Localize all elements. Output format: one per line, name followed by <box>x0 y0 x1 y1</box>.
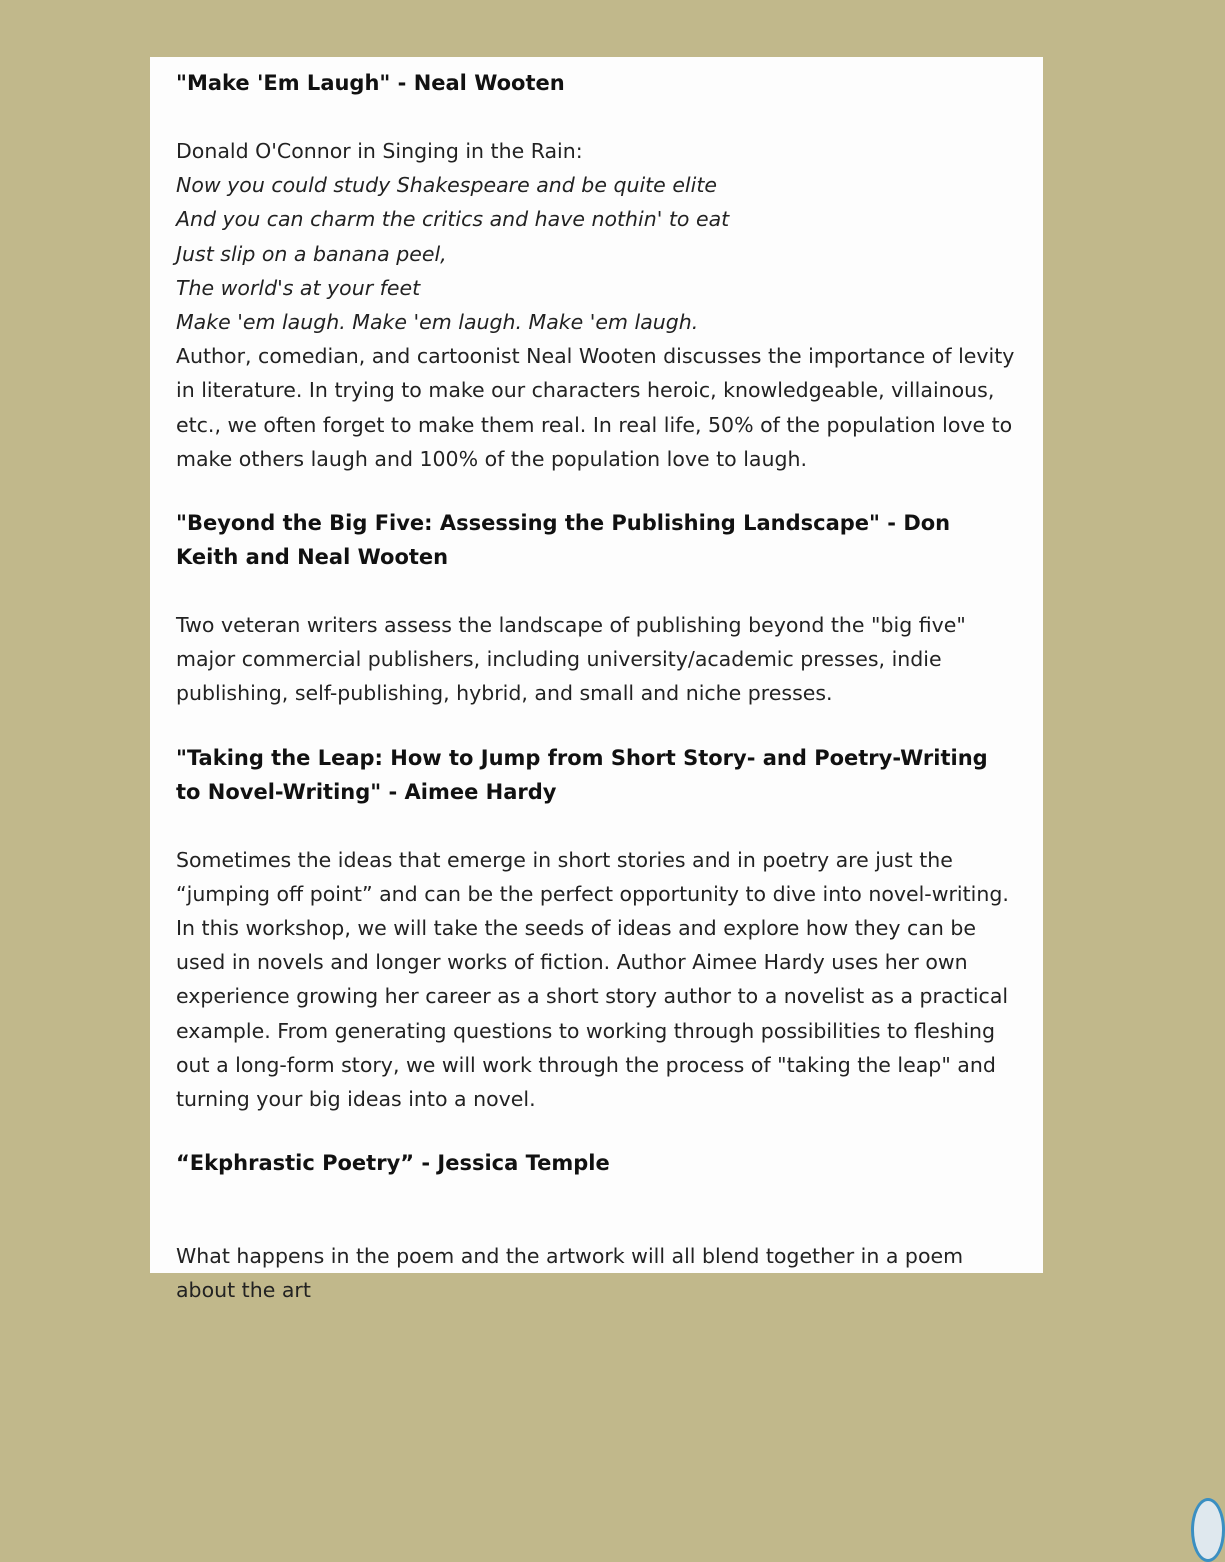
spacer <box>176 711 1015 741</box>
session-title: "Taking the Leap: How to Jump from Short Story- and Poetry-Writing to Novel-Writing" - Aimee Hardy <box>176 745 988 804</box>
verse-line: And you can charm the critics and have nothin' to eat <box>176 207 730 232</box>
session-taking-the-leap <box>176 741 1015 1117</box>
verse-line: Just slip on a banana peel, <box>176 241 447 266</box>
scroll-button[interactable] <box>1191 1498 1225 1562</box>
truncated-description <box>176 1244 1015 1302</box>
session-intro: Donald O'Connor in Singing in the Rain: <box>176 139 583 163</box>
session-title: "Beyond the Big Five: Assessing the Publishing Landscape" - Don Keith and Neal Wooten <box>176 511 951 570</box>
session-title: “Ekphrastic Poetry” - Jessica Temple <box>176 1151 610 1176</box>
spacer <box>176 809 1015 843</box>
verse-line: Now you could study Shakespeare and be quite elite <box>176 173 717 198</box>
spacer <box>176 100 1015 134</box>
spacer <box>176 574 1015 608</box>
session-title: "Make 'Em Laugh" - Neal Wooten <box>176 71 565 95</box>
spacer <box>176 1116 1015 1146</box>
session-make-em-laugh <box>176 66 1015 476</box>
content-panel <box>150 57 1043 1302</box>
session-beyond-big-five <box>176 506 1015 711</box>
verse-line: The world's at your feet <box>176 275 421 300</box>
session-description: What happens in the poem and the artwork will all blend together in a poem about the art <box>176 1244 964 1302</box>
session-ekphrastic-poetry <box>176 1146 1015 1180</box>
session-description: Author, comedian, and cartoonist Neal Wooten discusses the importance of levity in literature. In trying to make our characters heroic, knowledgeable, villainous, etc., we often forget to make them real. In real life, 50% of the population love to make others laugh and 100% of the population love to laugh. <box>176 344 1015 471</box>
verse-line: Make 'em laugh. Make 'em laugh. Make 'em laugh. <box>176 310 699 335</box>
session-description: Two veteran writers assess the landscape of publishing beyond the "big five" major commercial publishers, including university/academic presses, indie publishing, self-publishing, hybrid, and small and niche presses. <box>176 613 966 706</box>
session-description: Sometimes the ideas that emerge in short stories and in poetry are just the “jumping off point” and can be the perfect opportunity to dive into novel-writing. In this workshop, we will take the seeds of ideas and explore how they can be used in novels and longer works of fiction. Author Aimee Hardy uses her own experience growing her career as a short story author to a novelist as a practical example. From generating questions to working through possibilities to fleshing out a long-form story, we will work through the process of "taking the leap" and turning your big ideas into a novel. <box>176 847 1009 1112</box>
spacer <box>176 476 1015 506</box>
